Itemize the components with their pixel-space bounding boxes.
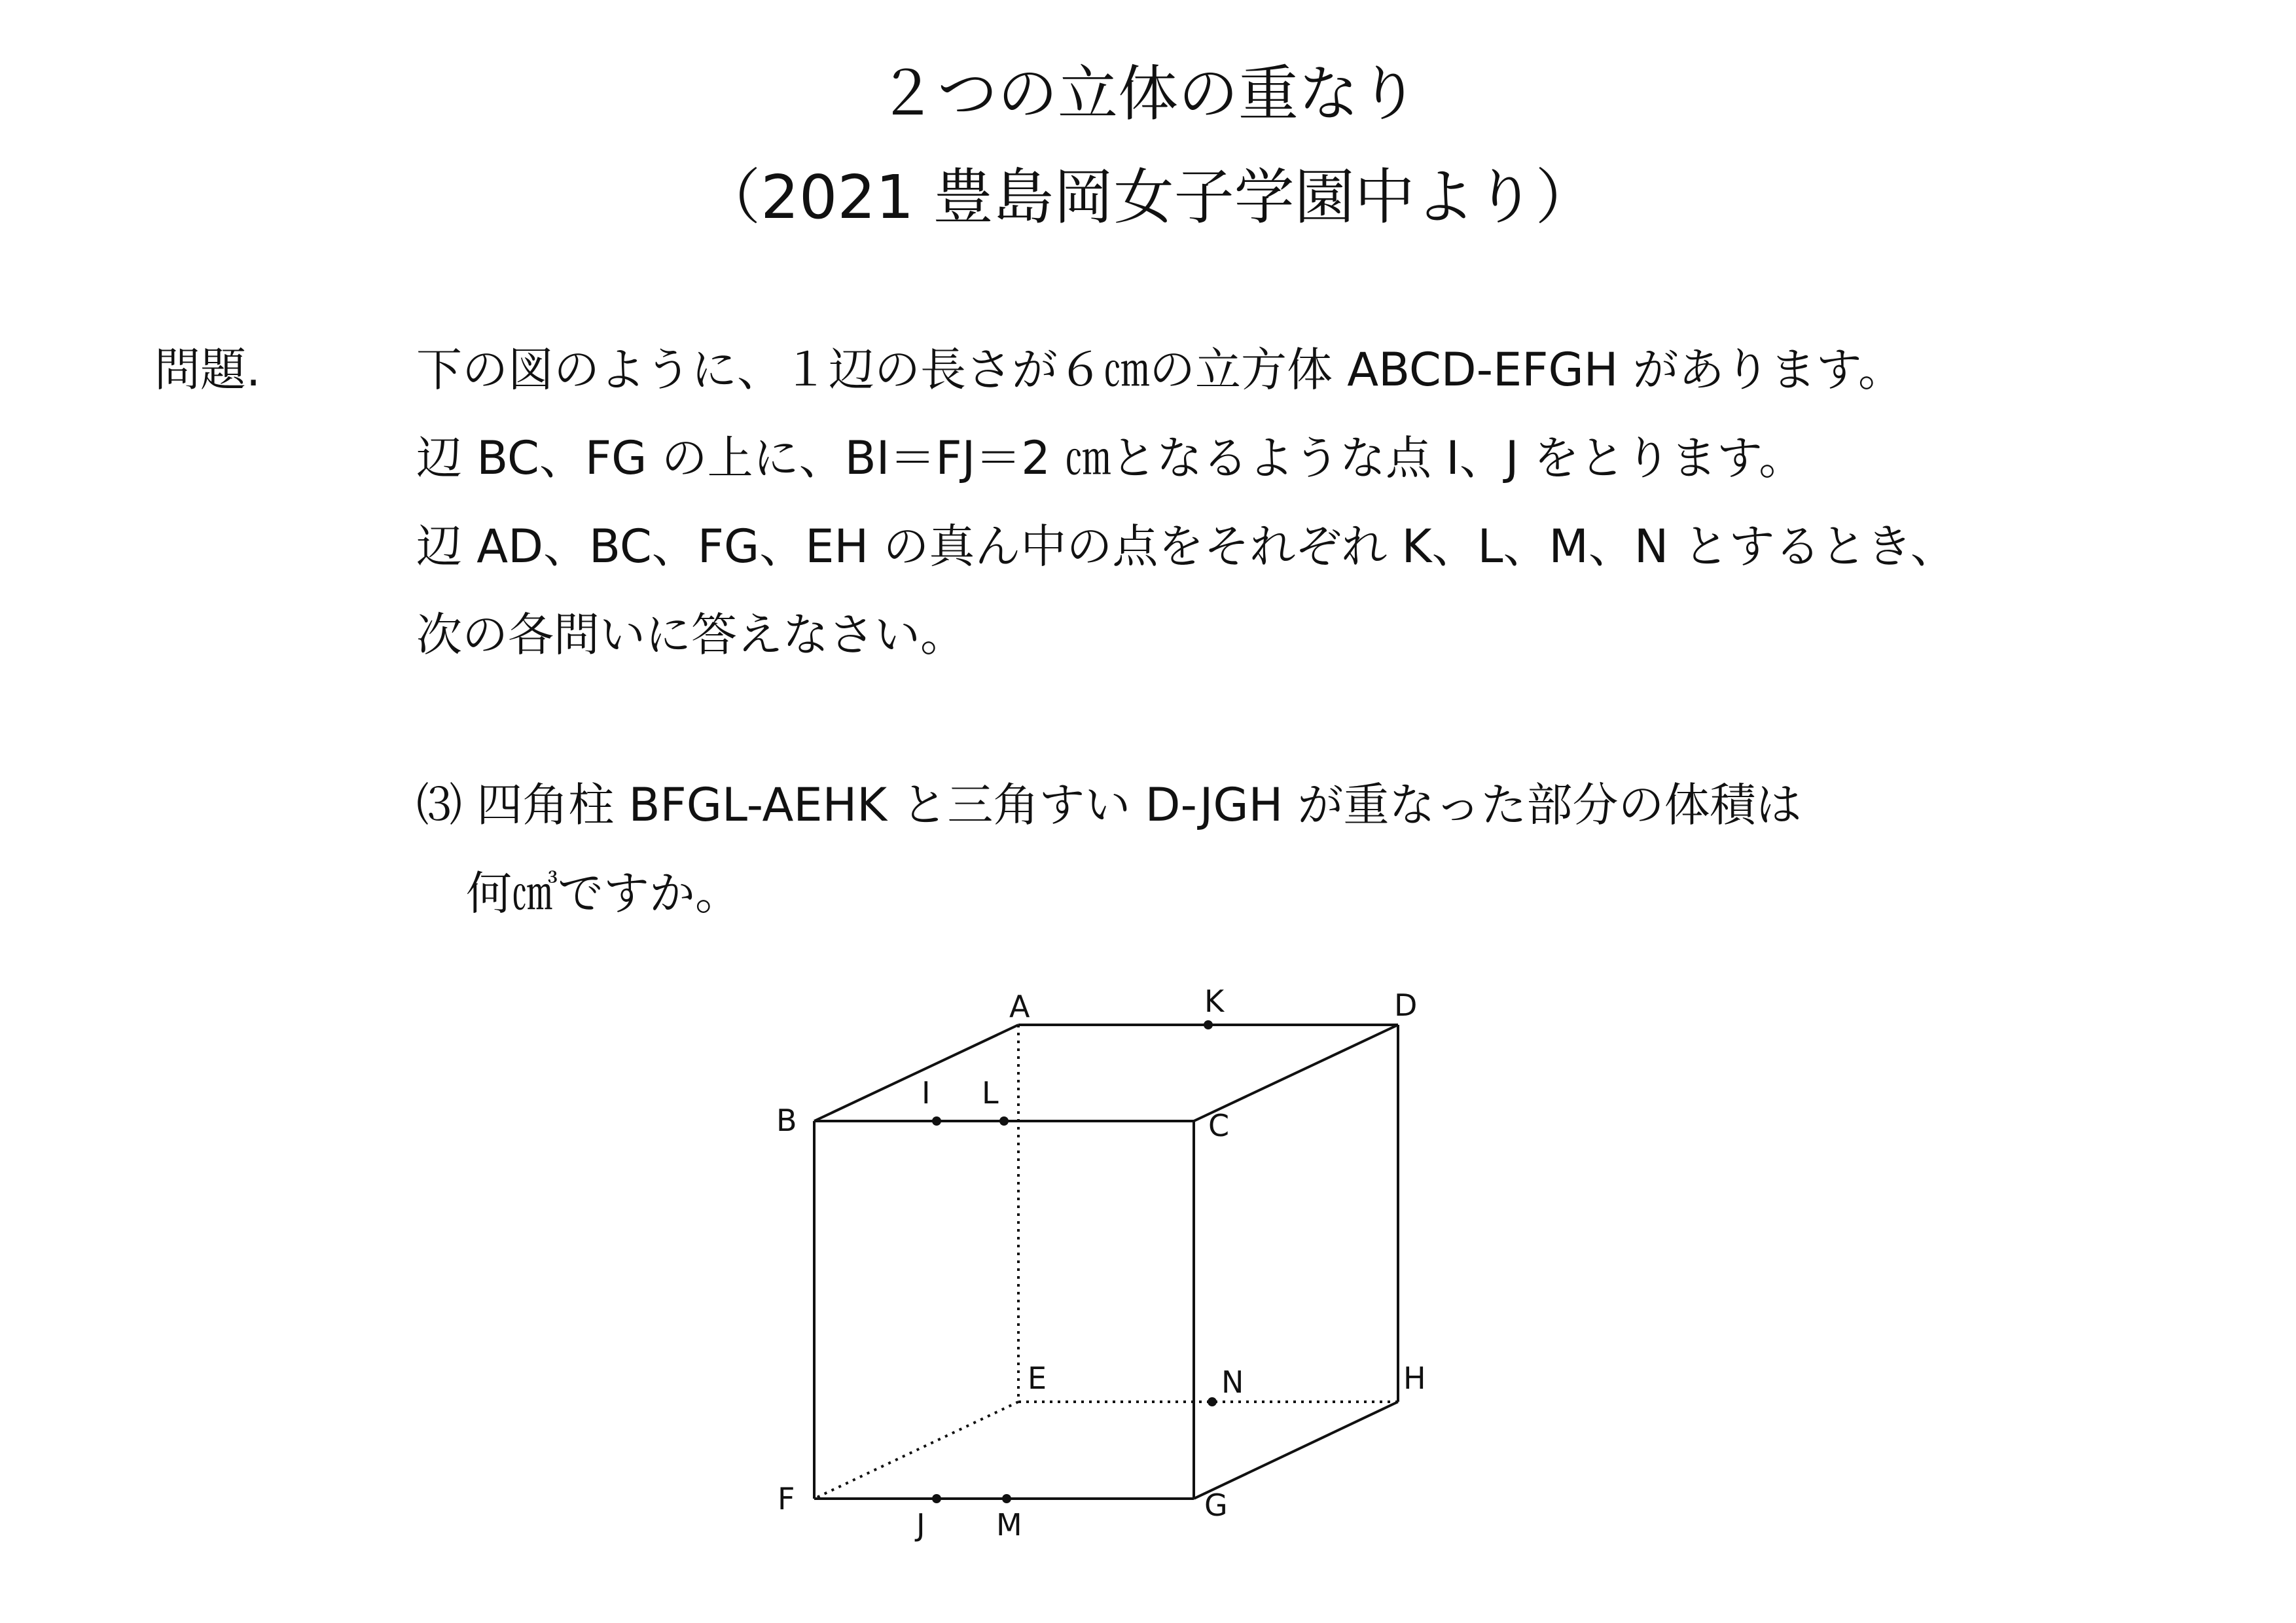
label-J: J xyxy=(916,1507,925,1543)
label-I: I xyxy=(922,1075,931,1111)
problem-text-line-2: 辺 BC、FG の上に、BI＝FJ＝2 ㎝となるような点 I、J をとります。 xyxy=(416,431,1805,485)
point-N xyxy=(1208,1397,1217,1406)
problem-label: 問題. xyxy=(154,343,261,397)
edge-EF-hidden xyxy=(814,1402,1018,1499)
point-J xyxy=(932,1494,941,1503)
problem-text-line-1: 下の図のように、１辺の長さが６㎝の立方体 ABCD-EFGH があります。 xyxy=(416,343,1904,397)
page-title: ２つの立体の重なり xyxy=(876,59,1419,129)
label-C: C xyxy=(1208,1108,1230,1143)
label-H: H xyxy=(1403,1361,1426,1396)
page-subtitle: （2021 豊島岡女子学園中より） xyxy=(700,162,1596,232)
label-E: E xyxy=(1028,1361,1047,1396)
label-K: K xyxy=(1204,984,1225,1019)
edge-CD xyxy=(1194,1025,1398,1121)
point-L xyxy=(999,1116,1009,1126)
label-D: D xyxy=(1394,988,1418,1023)
edge-GH xyxy=(1194,1402,1398,1499)
point-M xyxy=(1002,1494,1011,1503)
label-N: N xyxy=(1221,1364,1244,1400)
question-3-line-1: ⑶ 四角柱 BFGL-AEHK と三角すい D-JGH が重なった部分の体積は xyxy=(416,778,1802,832)
label-B: B xyxy=(776,1103,797,1138)
label-F: F xyxy=(778,1481,795,1516)
point-I xyxy=(932,1116,941,1126)
problem-text-line-4: 次の各問いに答えなさい。 xyxy=(416,608,966,662)
label-L: L xyxy=(982,1075,999,1111)
label-M: M xyxy=(996,1507,1022,1543)
problem-text-line-3: 辺 AD、BC、FG、EH の真ん中の点をそれぞれ K、L、M、N とするとき、 xyxy=(416,520,1956,573)
label-A: A xyxy=(1009,989,1030,1024)
point-K xyxy=(1204,1020,1213,1029)
question-3-line-2: 何㎤ですか。 xyxy=(466,866,741,920)
label-G: G xyxy=(1204,1488,1228,1523)
